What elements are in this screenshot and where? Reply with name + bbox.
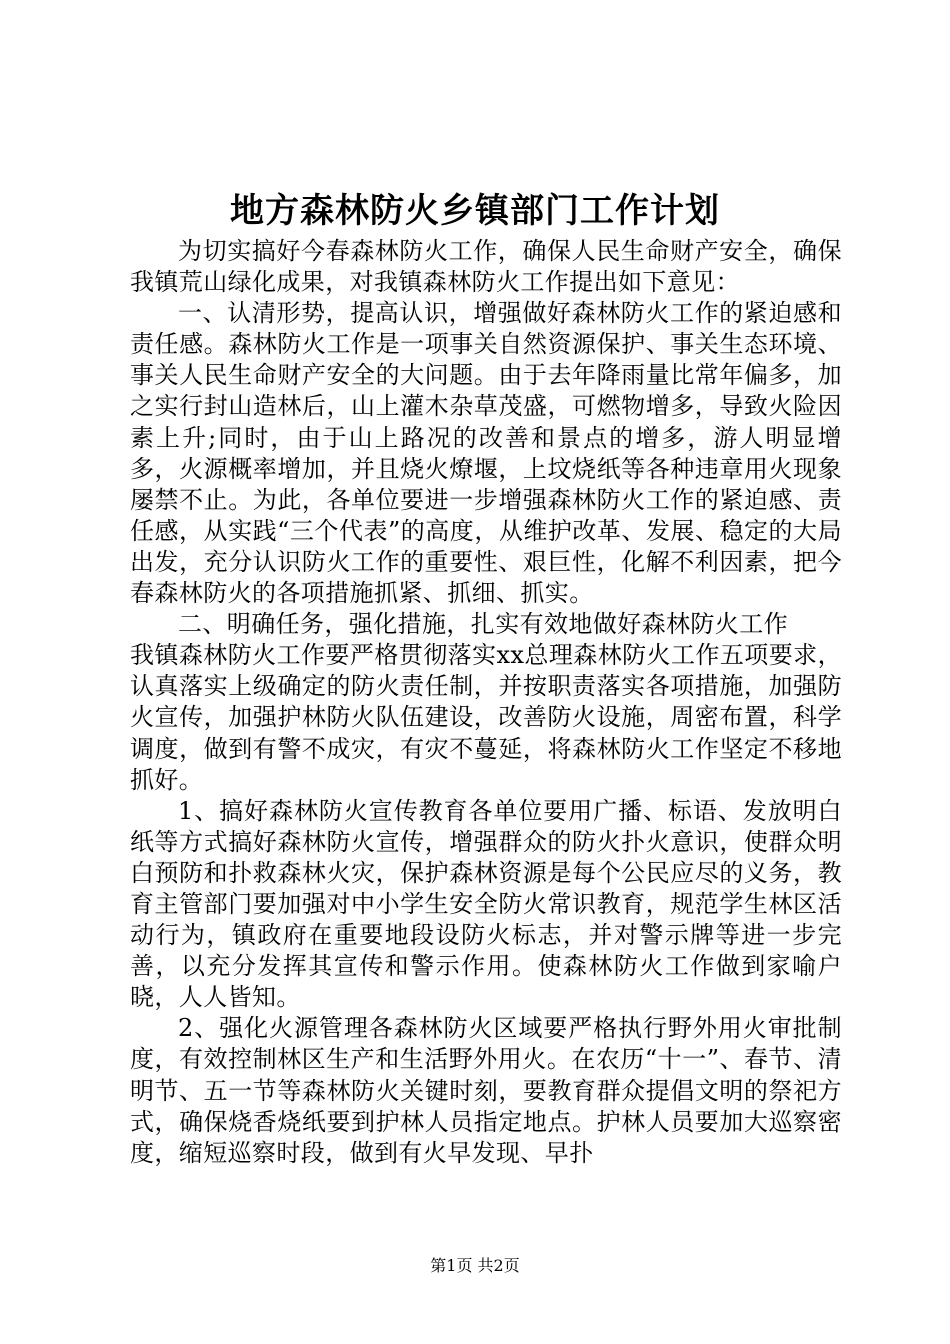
paragraph-intro: 为切实搞好今春森林防火工作，确保人民生命财产安全，确保我镇荒山绿化成果，对我镇森林防火工作提出如下意见： — [130, 237, 842, 297]
paragraph-section-1: 一、认清形势，提高认识，增强做好森林防火工作的紧迫感和责任感。森林防火工作是一项事关自然资源保护、事关生态环境、事关人民生命财产安全的大问题。由于去年降雨量比常年偏多，加之实行封山造林后，山上灌木杂草茂盛，可燃物增多，导致火险因素上升;同时，由于山上路况的改善和景点的增多，游人明显增多，火源概率增加，并且烧火燎堰，上坟烧纸等各种违章用火现象屡禁不止。为此，各单位要进一步增强森林防火工作的紧迫感、责任感，从实践“三个代表”的高度，从维护改革、发展、稳定的大局出发，充分认识防火工作的重要性、艰巨性，化解不利因素，把今春森林防火的各项措施抓紧、抓细、抓实。 — [130, 299, 842, 608]
document-title: 地方森林防火乡镇部门工作计划 — [230, 191, 720, 231]
paragraph-item-1: 1、搞好森林防火宣传教育各单位要用广播、标语、发放明白纸等方式搞好森林防火宣传，增强群众的防火扑火意识，使群众明白预防和扑救森林火灾，保护森林资源是每个公民应尽的义务，教育主管部门要加强对中小学生安全防火常识教育，规范学生林区活动行为，镇政府在重要地段设防火标志，并对警示牌等进一步完善，以充分发挥其宣传和警示作用。使森林防火工作做到家喻户晓，人人皆知。 — [130, 796, 842, 1012]
paragraph-section-2-body: 我镇森林防火工作要严格贯彻落实xx总理森林防火工作五项要求，认真落实上级确定的防火责任制，并按职责落实各项措施，加强防火宣传，加强护林防火队伍建设，改善防火设施，周密布置，科学调度，做到有警不成灾，有灾不蔓延，将森林防火工作坚定不移地抓好。 — [130, 641, 842, 794]
page-number-footer: 第1页 共2页 — [430, 1256, 520, 1275]
document-body — [130, 236, 842, 1169]
paragraph-item-2: 2、强化火源管理各森林防火区域要严格执行野外用火审批制度，有效控制林区生产和生活野外用火。在农历“十一”、春节、清明节、五一节等森林防火关键时刻，要教育群众提倡文明的祭祀方式，确保烧香烧纸要到护林人员指定地点。护林人员要加大巡察密度，缩短巡察时段，做到有火早发现、早扑 — [130, 1014, 842, 1167]
paragraph-section-2-heading: 二、明确任务，强化措施，扎实有效地做好森林防火工作 — [178, 610, 788, 639]
